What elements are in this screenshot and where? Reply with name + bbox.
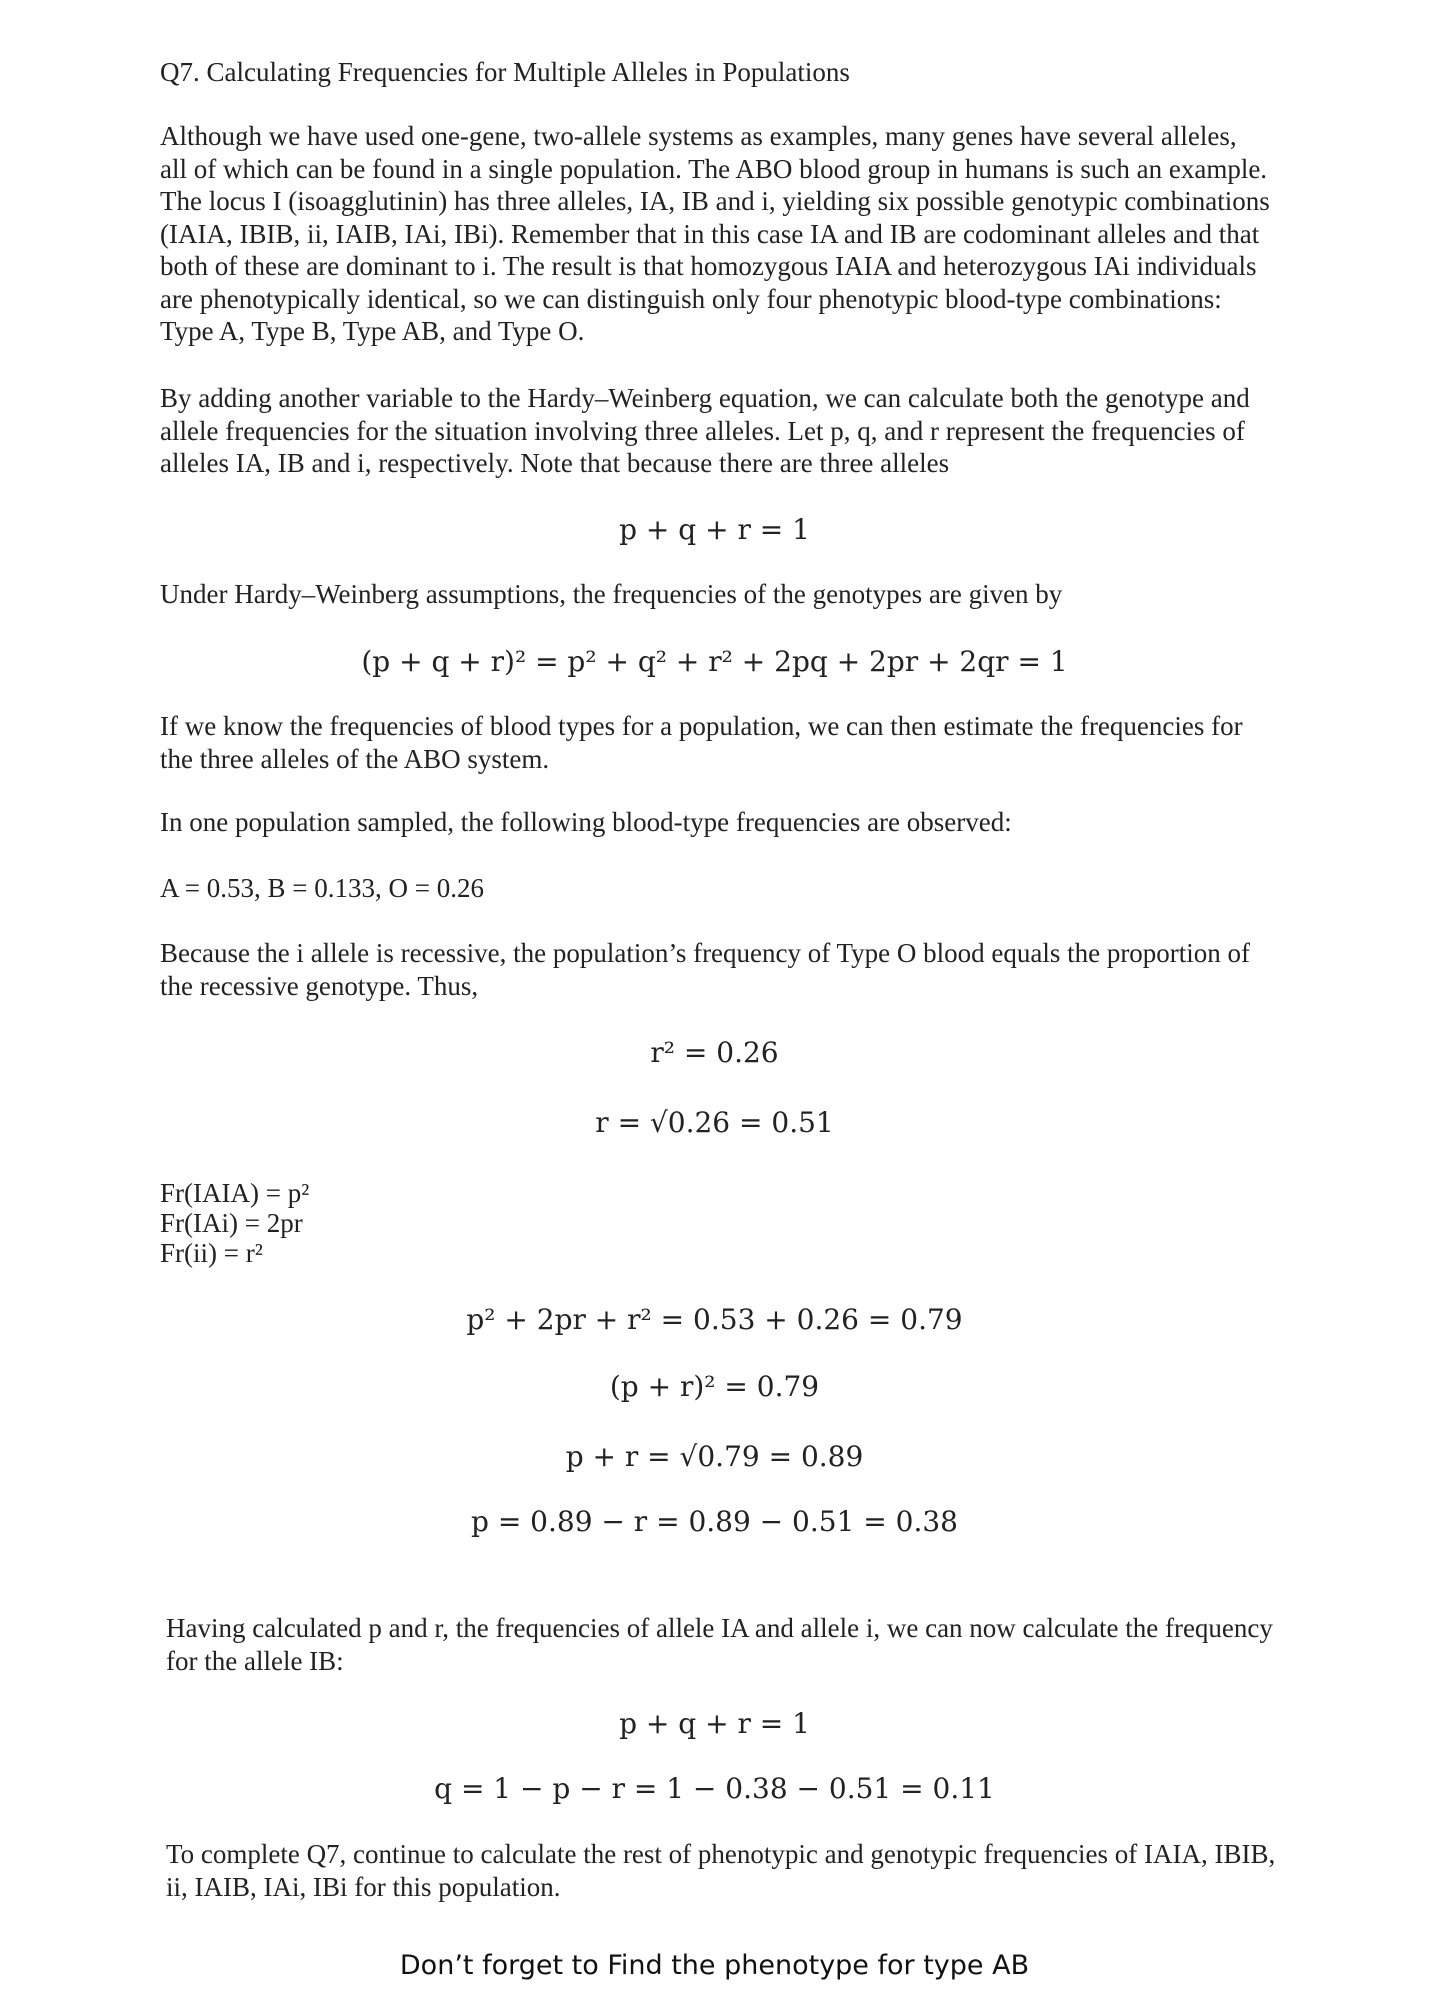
hardy-weinberg-paragraph: By adding another variable to the Hardy–Weinberg equation, we can calculate both the genotype and allele frequencies for the situation involving three alleles. Let p, q, and r represent the frequencies of alleles IA, IB and i, respectively. Note that because there are three alleles — [160, 383, 1250, 478]
recessive-paragraph: Because the i allele is recessive, the population’s frequency of Type O blood equals the proportion of the recessive genotype. Thus, — [160, 938, 1251, 1001]
genotype-formula-iaia: Fr(IAIA) = p² — [160, 1178, 310, 1208]
equation-r: r = √0.26 = 0.51 — [595, 1106, 834, 1139]
reminder-note: Don’t forget to Find the phenotype for type AB — [399, 1950, 1030, 1981]
allele-ib-paragraph: Having calculated p and r, the frequencies of allele IA and allele i, we can now calculate the frequency for the allele IB: — [166, 1613, 1273, 1676]
equation-p-plus-r-squared: (p + r)² = 0.79 — [609, 1370, 820, 1403]
equation-sum-repeat: p + q + r = 1 — [619, 1707, 810, 1740]
estimate-paragraph: If we know the frequencies of blood types for a population, we can then estimate the frequencies for the three alleles of the ABO system. — [160, 711, 1243, 774]
equation-p-plus-r: p + r = √0.79 = 0.89 — [565, 1440, 864, 1473]
observed-frequencies: A = 0.53, B = 0.133, O = 0.26 — [160, 873, 484, 903]
equation-expansion: (p + q + r)² = p² + q² + r² + 2pq + 2pr + 2qr = 1 — [361, 645, 1068, 678]
equation-p: p = 0.89 − r = 0.89 − 0.51 = 0.38 — [471, 1505, 958, 1538]
instruction-paragraph: To complete Q7, continue to calculate the rest of phenotypic and genotypic frequencies of IAIA, IBIB, ii, IAIB, IAi, IBi for this population. — [166, 1839, 1276, 1902]
equation-r-squared: r² = 0.26 — [650, 1036, 779, 1069]
equation-q: q = 1 − p − r = 1 − 0.38 − 0.51 = 0.11 — [434, 1772, 995, 1805]
equation-a-plus-o: p² + 2pr + r² = 0.53 + 0.26 = 0.79 — [466, 1303, 963, 1336]
genotype-formula-iai: Fr(IAi) = 2pr — [160, 1208, 303, 1238]
genotype-formula-ii: Fr(ii) = r² — [160, 1238, 263, 1268]
intro-paragraph: Although we have used one-gene, two-allele systems as examples, many genes have several alleles, all of which can be found in a single population. The ABO blood group in humans is such an example. The locus I (isoagglutinin) has three alleles, IA, IB and i, yielding six possible genotypic combinations (IAIA, IBIB, ii, IAIB, IAi, IBi). Remember that in this case IA and IB are codominant alleles and that both of these are dominant to i. The result is that homozygous IAIA and heterozygous IAi individuals are phenotypically identical, so we can distinguish only four phenotypic blood-type combinations: Type A, Type B, Type AB, and Type O. — [160, 121, 1270, 346]
sample-paragraph: In one population sampled, the following blood-type frequencies are observed: — [160, 807, 1012, 837]
genotype-frequency-paragraph: Under Hardy–Weinberg assumptions, the frequencies of the genotypes are given by — [160, 579, 1063, 609]
equation-sum: p + q + r = 1 — [619, 513, 810, 546]
page-title: Q7. Calculating Frequencies for Multiple Alleles in Populations — [160, 57, 850, 87]
